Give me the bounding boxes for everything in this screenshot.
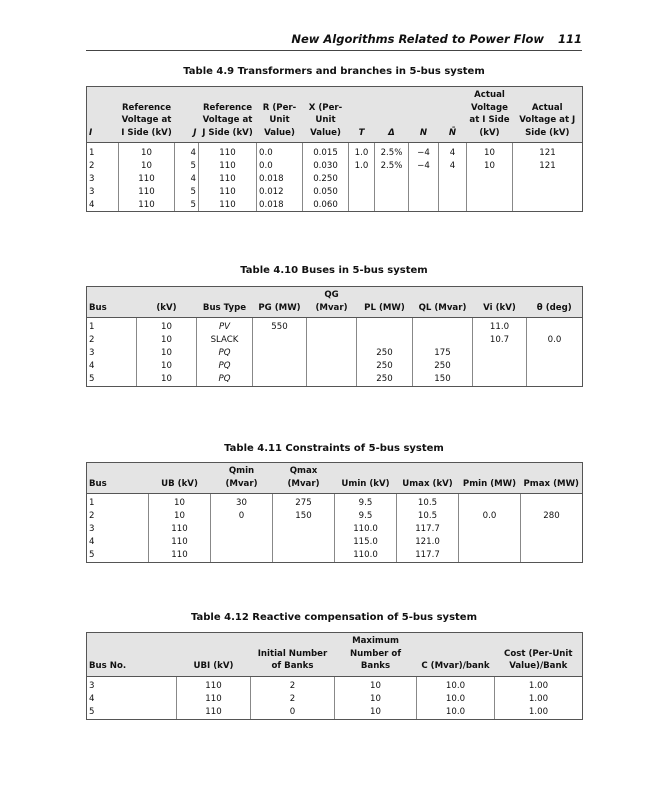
col-header: Bus xyxy=(87,463,149,494)
table-cell: 10.5 xyxy=(397,510,459,523)
table-cell: 0.060 xyxy=(303,198,349,212)
table-cell xyxy=(459,523,521,536)
table-cell xyxy=(513,172,583,185)
table-cell: 121 xyxy=(513,143,583,160)
table-cell xyxy=(473,347,527,360)
table-cell: 1.00 xyxy=(495,693,583,706)
table-cell: 10 xyxy=(335,706,417,720)
col-header: Qmax (Mvar) xyxy=(273,463,335,494)
table-cell: 10.0 xyxy=(417,706,495,720)
table-cell: 4 xyxy=(87,360,137,373)
col-header: I xyxy=(87,87,119,143)
table-row xyxy=(87,172,583,185)
table-cell: −4 xyxy=(409,159,439,172)
table-4-10-header xyxy=(87,287,583,318)
col-header: Pmin (MW) xyxy=(459,463,521,494)
table-cell: 110 xyxy=(149,549,211,563)
table-cell: 10.5 xyxy=(397,494,459,511)
table-cell: 3 xyxy=(87,676,177,693)
table-cell xyxy=(439,198,467,212)
table-cell xyxy=(459,536,521,549)
table-cell: 10 xyxy=(467,159,513,172)
table-4-12-caption: Table 4.12 Reactive compensation of 5-bus system xyxy=(190,612,477,623)
table-cell: 1 xyxy=(87,494,149,511)
table-cell: 1.00 xyxy=(495,706,583,720)
table-4-12 xyxy=(86,632,583,720)
table-4-9 xyxy=(86,86,583,212)
table-cell xyxy=(307,360,357,373)
table-row xyxy=(87,693,583,706)
table-cell: 0.0 xyxy=(527,334,583,347)
table-cell xyxy=(253,360,307,373)
table-cell: PQ xyxy=(197,360,253,373)
table-cell xyxy=(253,334,307,347)
table-cell: 10 xyxy=(335,676,417,693)
col-header: Actual Voltage at I Side (kV) xyxy=(467,87,513,143)
table-4-12-header xyxy=(87,633,583,677)
table-row xyxy=(87,510,583,523)
table-cell: −4 xyxy=(409,143,439,160)
table-cell: 1.00 xyxy=(495,676,583,693)
table-cell: 275 xyxy=(273,494,335,511)
table-cell xyxy=(253,347,307,360)
table-cell xyxy=(409,185,439,198)
table-cell: 2 xyxy=(251,676,335,693)
table-cell: 250 xyxy=(357,373,413,387)
table-cell: 250 xyxy=(357,360,413,373)
table-cell xyxy=(521,549,583,563)
table-cell: 2.5% xyxy=(375,159,409,172)
col-header: UBI (kV) xyxy=(177,633,251,677)
table-cell: 11.0 xyxy=(473,318,527,335)
table-cell xyxy=(307,334,357,347)
running-head xyxy=(86,32,582,46)
table-cell: PQ xyxy=(197,347,253,360)
table-cell xyxy=(459,549,521,563)
header-rule xyxy=(86,50,582,51)
table-cell: 4 xyxy=(175,172,199,185)
table-cell: 1.0 xyxy=(349,143,375,160)
col-header: Vi (kV) xyxy=(473,287,527,318)
table-cell: 110 xyxy=(119,198,175,212)
table-cell: 0.015 xyxy=(303,143,349,160)
table-cell: PV xyxy=(197,318,253,335)
table-cell: 0.018 xyxy=(257,172,303,185)
col-header: T xyxy=(349,87,375,143)
table-cell: 110 xyxy=(199,172,257,185)
table-cell: 0 xyxy=(251,706,335,720)
col-header: θ (deg) xyxy=(527,287,583,318)
table-cell xyxy=(527,318,583,335)
table-4-9-header xyxy=(87,87,583,143)
table-cell xyxy=(513,198,583,212)
col-header: Bus No. xyxy=(87,633,177,677)
table-cell: 250 xyxy=(413,360,473,373)
col-header: (kV) xyxy=(137,287,197,318)
table-row xyxy=(87,549,583,563)
table-cell: 150 xyxy=(273,510,335,523)
table-cell: 10 xyxy=(467,143,513,160)
table-cell xyxy=(307,373,357,387)
col-header: Cost (Per-Unit Value)/Bank xyxy=(495,633,583,677)
table-cell: 10 xyxy=(137,318,197,335)
table-cell: 10 xyxy=(335,693,417,706)
col-header: Actual Voltage at J Side (kV) xyxy=(513,87,583,143)
table-cell: 4 xyxy=(87,693,177,706)
table-cell: 110 xyxy=(177,693,251,706)
table-cell: SLACK xyxy=(197,334,253,347)
table-cell xyxy=(527,347,583,360)
table-cell xyxy=(473,360,527,373)
table-cell: 5 xyxy=(87,373,137,387)
col-header: C (Mvar)/bank xyxy=(417,633,495,677)
col-header: Reference Voltage at I Side (kV) xyxy=(119,87,175,143)
table-cell: 1 xyxy=(87,318,137,335)
table-cell: 30 xyxy=(211,494,273,511)
table-cell: 0.0 xyxy=(257,159,303,172)
table-cell xyxy=(467,185,513,198)
table-cell: 10 xyxy=(119,159,175,172)
table-cell: 10 xyxy=(137,347,197,360)
table-cell: 10.7 xyxy=(473,334,527,347)
table-row xyxy=(87,523,583,536)
table-cell: 117.7 xyxy=(397,523,459,536)
table-cell: 10.0 xyxy=(417,693,495,706)
table-cell: 110 xyxy=(177,706,251,720)
table-row xyxy=(87,494,583,511)
table-cell: 0.050 xyxy=(303,185,349,198)
table-row xyxy=(87,706,583,720)
table-cell: 121.0 xyxy=(397,536,459,549)
table-cell: 0.0 xyxy=(257,143,303,160)
table-cell: 10 xyxy=(149,510,211,523)
table-cell: 3 xyxy=(87,185,119,198)
table-cell xyxy=(307,318,357,335)
col-header: Initial Number of Banks xyxy=(251,633,335,677)
table-cell xyxy=(211,523,273,536)
table-row xyxy=(87,159,583,172)
table-cell: 0.012 xyxy=(257,185,303,198)
table-cell: 10 xyxy=(137,334,197,347)
table-cell: 110 xyxy=(149,536,211,549)
table-cell: 0 xyxy=(211,510,273,523)
col-header: PL (MW) xyxy=(357,287,413,318)
table-row xyxy=(87,536,583,549)
table-cell: 2 xyxy=(87,334,137,347)
table-row xyxy=(87,373,583,387)
table-cell: 110 xyxy=(119,185,175,198)
col-header: QL (Mvar) xyxy=(413,287,473,318)
table-cell: 5 xyxy=(175,185,199,198)
table-cell xyxy=(211,536,273,549)
table-cell xyxy=(273,536,335,549)
table-cell xyxy=(467,172,513,185)
col-header: X (Per-Unit Value) xyxy=(303,87,349,143)
table-cell: 110.0 xyxy=(335,523,397,536)
table-4-11 xyxy=(86,462,583,563)
table-cell xyxy=(513,185,583,198)
table-cell: 4 xyxy=(87,536,149,549)
table-cell: 110 xyxy=(199,198,257,212)
table-cell: 1 xyxy=(87,143,119,160)
col-header: UB (kV) xyxy=(149,463,211,494)
table-row xyxy=(87,185,583,198)
table-cell: 175 xyxy=(413,347,473,360)
table-cell: 0.250 xyxy=(303,172,349,185)
table-cell xyxy=(357,318,413,335)
col-header: Reference Voltage at J Side (kV) xyxy=(199,87,257,143)
table-cell xyxy=(439,185,467,198)
table-cell xyxy=(473,373,527,387)
table-cell: 110 xyxy=(199,159,257,172)
table-cell xyxy=(521,523,583,536)
col-header: Pmax (MW) xyxy=(521,463,583,494)
page-number: 111 xyxy=(557,32,582,46)
table-cell: 10.0 xyxy=(417,676,495,693)
table-row xyxy=(87,347,583,360)
table-cell: 0.018 xyxy=(257,198,303,212)
col-header: PG (MW) xyxy=(253,287,307,318)
table-cell: 10 xyxy=(137,360,197,373)
table-4-10-caption: Table 4.10 Buses in 5-bus system xyxy=(240,265,428,276)
col-header: Umax (kV) xyxy=(397,463,459,494)
table-cell: 115.0 xyxy=(335,536,397,549)
table-cell: 250 xyxy=(357,347,413,360)
table-cell: PQ xyxy=(197,373,253,387)
table-cell: 0.030 xyxy=(303,159,349,172)
table-cell xyxy=(413,334,473,347)
table-cell xyxy=(357,334,413,347)
table-cell xyxy=(527,360,583,373)
table-cell xyxy=(375,185,409,198)
table-4-11-caption: Table 4.11 Constraints of 5-bus system xyxy=(224,443,444,454)
table-cell xyxy=(459,494,521,511)
table-cell: 10 xyxy=(119,143,175,160)
table-cell xyxy=(375,172,409,185)
col-header: Umin (kV) xyxy=(335,463,397,494)
table-4-10 xyxy=(86,286,583,387)
table-cell: 110 xyxy=(199,143,257,160)
table-cell: 117.7 xyxy=(397,549,459,563)
table-cell: 3 xyxy=(87,172,119,185)
table-cell: 9.5 xyxy=(335,494,397,511)
table-cell: 110 xyxy=(119,172,175,185)
table-cell xyxy=(349,198,375,212)
table-cell: 9.5 xyxy=(335,510,397,523)
col-header: Qmin (Mvar) xyxy=(211,463,273,494)
col-header: Bus Type xyxy=(197,287,253,318)
table-cell xyxy=(409,172,439,185)
table-cell: 10 xyxy=(149,494,211,511)
table-cell xyxy=(521,494,583,511)
table-cell: 10 xyxy=(137,373,197,387)
table-cell: 2.5% xyxy=(375,143,409,160)
table-cell: 0.0 xyxy=(459,510,521,523)
table-cell: 110 xyxy=(177,676,251,693)
table-row xyxy=(87,198,583,212)
table-cell: 110 xyxy=(149,523,211,536)
col-header: Δ xyxy=(375,87,409,143)
table-cell: 110 xyxy=(199,185,257,198)
table-cell: 2 xyxy=(87,510,149,523)
table-cell xyxy=(467,198,513,212)
col-header: Bus xyxy=(87,287,137,318)
col-header: Maximum Number of Banks xyxy=(335,633,417,677)
table-cell xyxy=(439,172,467,185)
table-cell xyxy=(307,347,357,360)
table-cell xyxy=(211,549,273,563)
table-cell: 5 xyxy=(175,198,199,212)
table-4-11-header xyxy=(87,463,583,494)
table-row xyxy=(87,318,583,335)
col-header: R (Per-Unit Value) xyxy=(257,87,303,143)
table-cell xyxy=(273,523,335,536)
table-cell: 2 xyxy=(251,693,335,706)
table-row xyxy=(87,360,583,373)
col-header: QG (Mvar) xyxy=(307,287,357,318)
table-cell: 280 xyxy=(521,510,583,523)
table-cell xyxy=(409,198,439,212)
col-header: N xyxy=(409,87,439,143)
table-cell: 3 xyxy=(87,523,149,536)
table-cell xyxy=(273,549,335,563)
table-cell: 5 xyxy=(175,159,199,172)
table-row xyxy=(87,676,583,693)
table-cell: 4 xyxy=(175,143,199,160)
table-cell: 2 xyxy=(87,159,119,172)
table-cell: 550 xyxy=(253,318,307,335)
table-cell xyxy=(349,185,375,198)
table-cell: 121 xyxy=(513,159,583,172)
table-cell xyxy=(375,198,409,212)
table-cell: 3 xyxy=(87,347,137,360)
table-cell xyxy=(253,373,307,387)
table-cell: 150 xyxy=(413,373,473,387)
col-header: J xyxy=(175,87,199,143)
col-header: N̄ xyxy=(439,87,467,143)
table-cell: 1.0 xyxy=(349,159,375,172)
running-head-title: New Algorithms Related to Power Flow xyxy=(291,32,544,46)
table-cell xyxy=(413,318,473,335)
table-cell xyxy=(527,373,583,387)
table-cell: 110.0 xyxy=(335,549,397,563)
table-cell: 5 xyxy=(87,706,177,720)
table-4-9-caption: Table 4.9 Transformers and branches in 5-bus system xyxy=(183,66,485,77)
table-cell xyxy=(349,172,375,185)
table-row xyxy=(87,143,583,160)
table-cell: 5 xyxy=(87,549,149,563)
table-cell: 4 xyxy=(439,159,467,172)
table-cell: 4 xyxy=(439,143,467,160)
table-row xyxy=(87,334,583,347)
table-cell: 4 xyxy=(87,198,119,212)
table-cell xyxy=(521,536,583,549)
